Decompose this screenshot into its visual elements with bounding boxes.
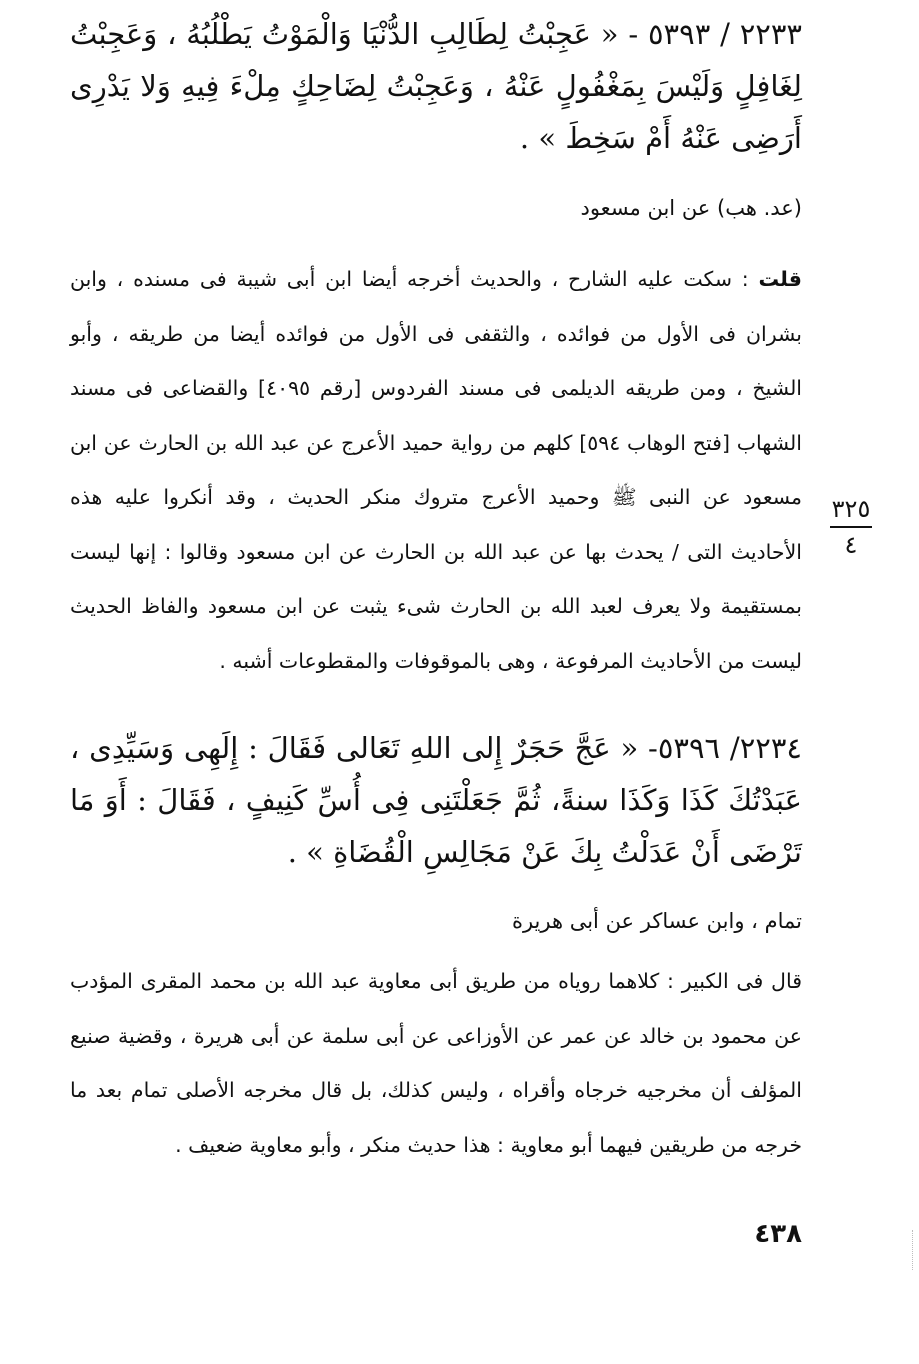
hadith-number: ٢٢٣٣ / ٥٣٩٣ - [628,17,803,51]
marginal-reference [826,494,876,560]
scan-edge-mark [910,1230,913,1270]
hadith-2234 [70,722,802,878]
hadith-source: (عد. هب) عن ابن مسعود [580,196,802,220]
hadith-number: ٢٢٣٤/ ٥٣٩٦- [648,731,802,765]
hadith-text: « عَجِبْتُ لِطَالِبِ الدُّنْيَا وَالْمَوْتُ يَطْلُبُهُ ، وَعَجِبْتُ لِغَافِلٍ وَلَيْسَ بِمَغْفُولٍ عَنْهُ ، وَعَجِبْتُ لِضَاحِكٍ مِلْءَ فِيهِ وَلا يَدْرِى أَرَضِى عَنْهُ أَمْ سَخِطَ » . [70,17,802,155]
commentary-text: قال فى الكبير : كلاهما روياه من طريق أبى معاوية عبد الله بن محمد المقرى المؤدب عن محمود بن خالد عن عمر عن الأوزاعى عن أبى سلمة عن أبى هريرة ، وقضية صنيع المؤلف أن مخرجيه خرجاه وأقراه ، وليس كذلك، بل قال مخرجه الأصلى تمام بعد ما خرجه من طريقين فيهما أبو معاوية : هذا حديث منكر ، وأبو معاوية ضعيف . [70,969,802,1157]
commentary-lead: قلت [758,267,802,291]
page-number: ٤٣٨ [754,1219,802,1249]
marginal-divider [830,526,872,528]
marginal-volume-page: ٣٢٥ [831,495,871,523]
hadith-source: تمام ، وابن عساكر عن أبى هريرة [511,909,802,933]
commentary-paragraph [70,252,802,688]
page-content [70,8,803,1157]
commentary-paragraph [70,954,802,1172]
hadith-text: « عَجَّ حَجَرٌ إِلى اللهِ تَعَالى فَقَالَ : إِلَهِى وَسَيِّدِى ، عَبَدْتُكَ كَذَا وَكَذَا سنةً، ثُمَّ جَعَلْتَنِى فِى أُسِّ كَنِيفٍ ، فَقَالَ : أَوَ مَا تَرْضَى أَنْ عَدَلْتُ بِكَ عَنْ مَجَالِسِ الْقُضَاةِ » . [70,731,802,869]
commentary-text: : سكت عليه الشارح ، والحديث أخرجه أيضا ابن أبى شيبة فى مسنده ، وابن بشران فى الأول من فوائده ، والثقفى فى الأول من فوائده أيضا من طريقه ، وأبو الشيخ ، ومن طريقه الديلمى فى مسند الفردوس [رقم ٤٠٩٥] والقضاعى فى مسند الشهاب [فتح الوهاب ٥٩٤] كلهم من رواية حميد الأعرج عن عبد الله بن الحارث عن ابن مسعود عن النبى ﷺ وحميد الأعرج متروك منكر الحديث ، وقد أنكروا عليه هذه الأحاديث التى / يحدث بها عن عبد الله بن الحارث عن ابن مسعود وقالوا : إنها ليست بمستقيمة ولا يعرف لعبد الله بن الحارث شىء يثبت عن ابن مسعود والفاظ الحديث ليست من الأحاديث المرفوعة ، وهى بالموقوفات والمقطوعات أشبه . [70,267,803,673]
marginal-part: ٤ [844,531,858,559]
hadith-2233 [70,8,802,164]
